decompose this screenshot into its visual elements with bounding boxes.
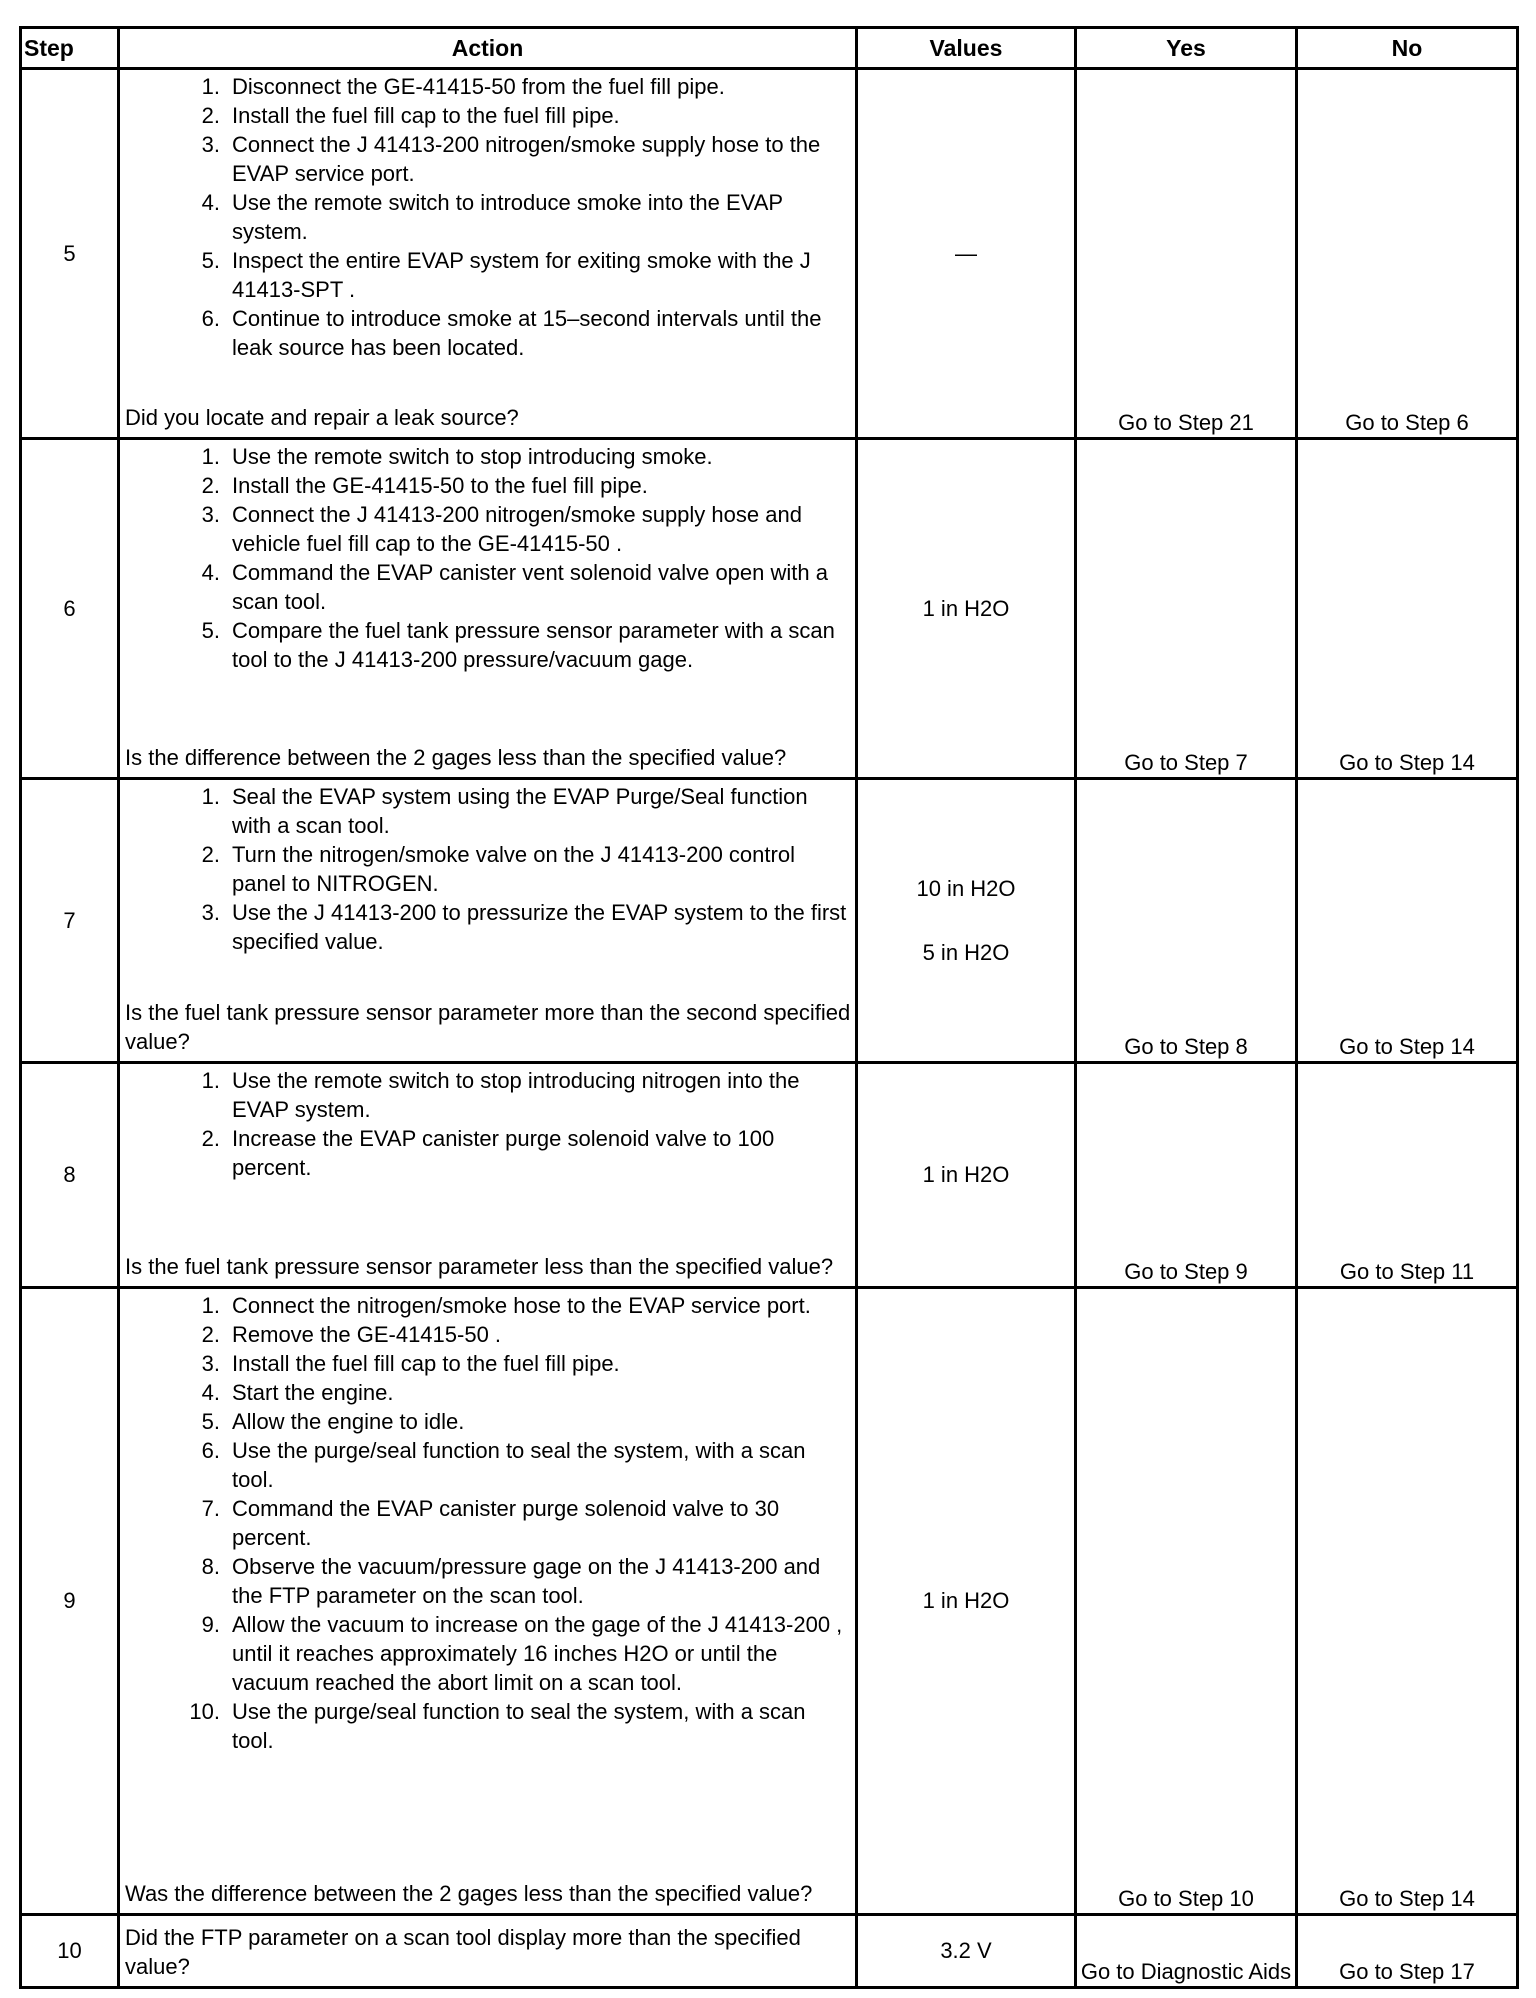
values-cell (857, 779, 1076, 1063)
step-number: 5 (21, 69, 119, 439)
action-step-text: Increase the EVAP canister purge solenoid valve to 100 percent. (232, 1126, 775, 1180)
action-step (120, 1494, 855, 1552)
action-step-text: Allow the engine to idle. (232, 1409, 465, 1434)
action-step (120, 1610, 855, 1697)
action-step (120, 1436, 855, 1494)
action-step-text: Command the EVAP canister vent solenoid valve open with a scan tool. (232, 560, 828, 614)
action-step (120, 1320, 855, 1349)
step-number: 7 (21, 779, 119, 1063)
action-content (120, 1916, 855, 1983)
action-step (120, 101, 855, 130)
action-step-number: 2. (201, 1322, 220, 1347)
header-step: Step (21, 28, 119, 69)
action-step (120, 188, 855, 246)
table-row (21, 1288, 1518, 1915)
action-step-number: 8. (201, 1554, 220, 1579)
table-body (21, 69, 1518, 1988)
table-row (21, 439, 1518, 779)
action-step-text: Use the purge/seal function to seal the system, with a scan tool. (232, 1438, 806, 1492)
action-step (120, 471, 855, 500)
table-row (21, 1915, 1518, 1988)
action-step-number: 10. (189, 1699, 220, 1724)
action-question: Did the FTP parameter on a scan tool display more than the specified value? (125, 1925, 801, 1979)
values-cell (857, 439, 1076, 779)
header-values: Values (857, 28, 1076, 69)
action-step-number: 7. (201, 1496, 220, 1521)
action-step (120, 616, 855, 674)
yes-cell: Go to Step 7 (1076, 439, 1297, 779)
yes-cell: Go to Diagnostic Aids (1076, 1915, 1297, 1988)
action-step (120, 782, 855, 840)
action-step-text: Allow the vacuum to increase on the gage of the J 41413-200 , until it reaches approximately 16 inches H2O or until the vacuum reached the abort limit on a scan tool. (232, 1612, 843, 1695)
action-step-number: 1. (201, 784, 220, 809)
action-step-number: 1. (201, 1293, 220, 1318)
action-step-number: 3. (201, 900, 220, 925)
action-question: Did you locate and repair a leak source? (125, 405, 519, 430)
action-step (120, 304, 855, 362)
action-step-text: Install the fuel fill cap to the fuel fill pipe. (232, 1351, 620, 1376)
action-cell (119, 439, 857, 779)
action-step (120, 1349, 855, 1378)
value-text: 1 in H2O (922, 1162, 1010, 1187)
no-cell: Go to Step 17 (1297, 1915, 1518, 1988)
no-cell: Go to Step 11 (1297, 1063, 1518, 1288)
action-cell (119, 1288, 857, 1915)
action-step (120, 72, 855, 101)
action-step-number: 6. (201, 306, 220, 331)
no-cell: Go to Step 6 (1297, 69, 1518, 439)
action-step-number: 5. (201, 248, 220, 273)
action-step-number: 3. (201, 1351, 220, 1376)
action-step-text: Connect the J 41413-200 nitrogen/smoke supply hose to the EVAP service port. (232, 132, 821, 186)
no-cell: Go to Step 14 (1297, 1288, 1518, 1915)
action-step-number: 4. (201, 1380, 220, 1405)
action-cell (119, 69, 857, 439)
action-step (120, 1124, 855, 1182)
action-steps-list (120, 72, 855, 362)
value-text: 3.2 V (940, 1938, 992, 1963)
action-step-text: Disconnect the GE-41415-50 from the fuel fill pipe. (232, 74, 725, 99)
header-row (21, 28, 1518, 69)
action-step-text: Start the engine. (232, 1380, 394, 1405)
values-cell (857, 1288, 1076, 1915)
action-question: Is the fuel tank pressure sensor parameter more than the second specified value? (125, 1000, 851, 1054)
action-steps-list (120, 1066, 855, 1182)
step-number: 6 (21, 439, 119, 779)
action-step-text: Use the remote switch to stop introducing smoke. (232, 444, 713, 469)
action-step (120, 442, 855, 471)
values-cell (857, 1063, 1076, 1288)
action-step (120, 1697, 855, 1755)
diagnostic-table (19, 26, 1519, 1989)
value-text: 5 in H2O (922, 939, 1010, 965)
action-step-text: Turn the nitrogen/smoke valve on the J 41413-200 control panel to NITROGEN. (232, 842, 795, 896)
action-question: Is the difference between the 2 gages less than the specified value? (125, 745, 787, 770)
value-text: 1 in H2O (922, 1588, 1010, 1613)
step-number: 9 (21, 1288, 119, 1915)
value-text: — (955, 240, 977, 266)
action-step-text: Remove the GE-41415-50 . (232, 1322, 502, 1347)
action-step-number: 3. (201, 502, 220, 527)
action-step-text: Seal the EVAP system using the EVAP Purge/Seal function with a scan tool. (232, 784, 808, 838)
action-step-text: Compare the fuel tank pressure sensor parameter with a scan tool to the J 41413-200 pressure/vacuum gage. (232, 618, 835, 672)
yes-cell: Go to Step 10 (1076, 1288, 1297, 1915)
value-gap (858, 902, 1074, 940)
action-step-number: 1. (201, 74, 220, 99)
action-step-text: Use the remote switch to stop introducing nitrogen into the EVAP system. (232, 1068, 800, 1122)
yes-cell: Go to Step 9 (1076, 1063, 1297, 1288)
action-steps-list (120, 782, 855, 956)
action-step (120, 1552, 855, 1610)
action-content (120, 70, 855, 434)
action-step-number: 2. (201, 103, 220, 128)
action-step (120, 840, 855, 898)
action-question: Was the difference between the 2 gages less than the specified value? (125, 1881, 813, 1906)
value-text: 1 in H2O (922, 595, 1010, 621)
header-action: Action (119, 28, 857, 69)
action-step (120, 1378, 855, 1407)
action-cell (119, 1915, 857, 1988)
action-step-text: Connect the J 41413-200 nitrogen/smoke supply hose and vehicle fuel fill cap to the GE-41415-50 . (232, 502, 802, 556)
action-steps-list (120, 1291, 855, 1755)
action-step-number: 4. (201, 560, 220, 585)
no-cell: Go to Step 14 (1297, 439, 1518, 779)
action-step-number: 2. (201, 1126, 220, 1151)
header-yes: Yes (1076, 28, 1297, 69)
action-step (120, 898, 855, 956)
action-step-number: 6. (201, 1438, 220, 1463)
action-step-text: Install the GE-41415-50 to the fuel fill pipe. (232, 473, 648, 498)
action-step-number: 2. (201, 473, 220, 498)
values-cell (857, 69, 1076, 439)
yes-cell: Go to Step 21 (1076, 69, 1297, 439)
action-step-number: 9. (201, 1612, 220, 1637)
yes-cell: Go to Step 8 (1076, 779, 1297, 1063)
action-step-number: 1. (201, 1068, 220, 1093)
action-step (120, 558, 855, 616)
table-row (21, 1063, 1518, 1288)
action-step-number: 2. (201, 842, 220, 867)
action-step-text: Command the EVAP canister purge solenoid valve to 30 percent. (232, 1496, 780, 1550)
value-text: 10 in H2O (916, 875, 1016, 901)
table-row (21, 69, 1518, 439)
step-number: 8 (21, 1063, 119, 1288)
action-cell (119, 779, 857, 1063)
no-cell: Go to Step 14 (1297, 779, 1518, 1063)
action-content (120, 780, 855, 1058)
action-step-text: Inspect the entire EVAP system for exiting smoke with the J 41413-SPT . (232, 248, 811, 302)
action-step (120, 1066, 855, 1124)
action-step-number: 5. (201, 1409, 220, 1434)
header-no: No (1297, 28, 1518, 69)
action-step-text: Observe the vacuum/pressure gage on the J 41413-200 and the FTP parameter on the scan tool. (232, 1554, 821, 1608)
action-step-text: Use the J 41413-200 to pressurize the EVAP system to the first specified value. (232, 900, 847, 954)
action-step-text: Use the remote switch to introduce smoke into the EVAP system. (232, 190, 783, 244)
action-content (120, 1289, 855, 1910)
action-step (120, 246, 855, 304)
action-step-number: 3. (201, 132, 220, 157)
action-step (120, 130, 855, 188)
action-step (120, 1407, 855, 1436)
action-step-number: 1. (201, 444, 220, 469)
step-number: 10 (21, 1915, 119, 1988)
table-row (21, 779, 1518, 1063)
action-step-number: 4. (201, 190, 220, 215)
action-cell (119, 1063, 857, 1288)
values-cell (857, 1915, 1076, 1988)
action-step-text: Install the fuel fill cap to the fuel fill pipe. (232, 103, 620, 128)
action-step-text: Use the purge/seal function to seal the system, with a scan tool. (232, 1699, 806, 1753)
action-question: Is the fuel tank pressure sensor parameter less than the specified value? (125, 1254, 834, 1279)
action-step-text: Connect the nitrogen/smoke hose to the EVAP service port. (232, 1293, 811, 1318)
action-content (120, 1064, 855, 1283)
action-content (120, 440, 855, 774)
action-steps-list (120, 442, 855, 674)
action-step-text: Continue to introduce smoke at 15–second intervals until the leak source has been located. (232, 306, 822, 360)
action-step-number: 5. (201, 618, 220, 643)
action-step (120, 1291, 855, 1320)
action-step (120, 500, 855, 558)
